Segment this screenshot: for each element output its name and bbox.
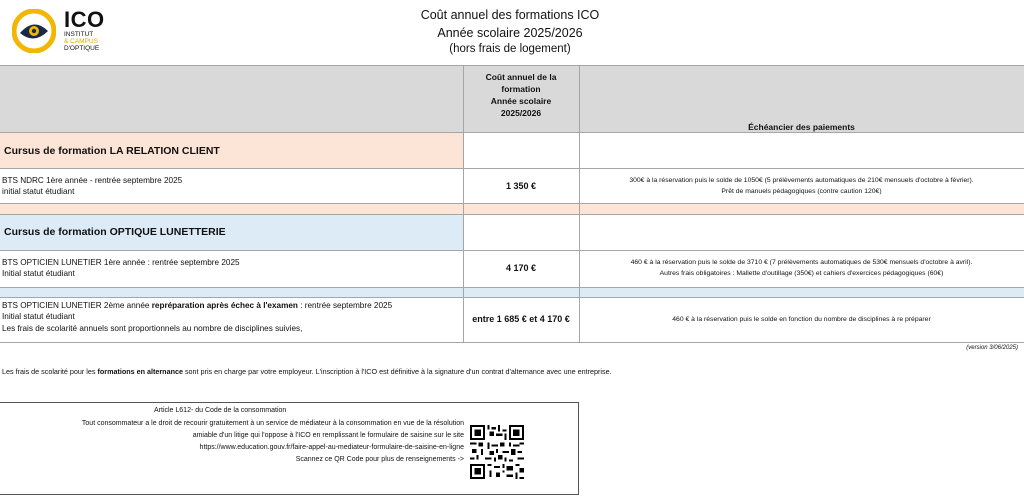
row-opticien-2-bold: repréparation après échec à l'examen [151, 301, 298, 310]
logo-line-2: & CAMPUS [64, 38, 98, 45]
spacer-bg-relation-client [0, 203, 1024, 214]
row-ndrc-line-1: BTS NDRC 1ère année - rentrée septembre 2025 [2, 176, 183, 185]
price-ndrc: 1 350 € [505, 181, 537, 191]
row-opticien-1-line-1: BTS OPTICIEN LUNETIER 1ère année : rentrée septembre 2025 [2, 258, 240, 267]
schedule-column-header: Échéancier des paiements [748, 122, 855, 132]
payment-ndrc-line-2: Prêt de manuels pédagogiques (contre caution 120€) [721, 188, 882, 195]
page-title: Coût annuel des formations ICO [420, 8, 600, 22]
payment-opticien-1-line-1: 460 € à la réservation puis le solde de 3710 € (7 prélèvements automatiques de 530€ mensuels d'octobre à avril). [630, 259, 973, 266]
payment-ndrc-line-1: 300€ à la réservation puis le solde de 1050€ (5 prélèvements automatiques de 210€ mensuels d'octobre à février). [629, 177, 974, 184]
cost-header-line-3: Année scolaire [490, 96, 552, 106]
price-opticien-1: 4 170 € [505, 263, 537, 273]
row-opticien-2-line-2: Initial statut étudiant [2, 312, 75, 321]
logo-name: ICO [64, 7, 105, 32]
article-line-3: https://www.education.gouv.fr/faire-appel-au-mediateur-formulaire-de-saisine-en-ligne [199, 444, 464, 451]
alternance-note [2, 366, 612, 377]
logo-line-3: D'OPTIQUE [64, 45, 100, 52]
qr-code-icon[interactable] [470, 425, 524, 479]
cost-header-line-4: 2025/2026 [500, 108, 542, 118]
article-title: Article L612- du Code de la consommation [154, 407, 287, 414]
alternance-post: sont pris en charge par votre employeur. L'inscription à l'ICO est définitive à la signature d'un contrat d'alternance avec une entreprise. [182, 367, 612, 376]
article-line-4: Scannez ce QR Code pour plus de renseignements -> [295, 456, 464, 463]
alternance-bold: formations en alternance [97, 367, 183, 376]
row-ndrc-line-2: initial statut étudiant [2, 187, 75, 196]
cost-header-line-2: formation [501, 84, 541, 94]
row-opticien-1-line-2: Initial statut étudiant [2, 269, 75, 278]
row-opticien-2-post: : rentrée septembre 2025 [297, 301, 393, 310]
price-opticien-2: entre 1 685 € et 4 170 € [472, 314, 570, 324]
section-title-optique: Cursus de formation OPTIQUE LUNETTERIE [4, 226, 226, 238]
spacer-bg-optique [0, 287, 1024, 297]
payment-opticien-1-line-2: Autres frais obligatoires : Mallette d'outillage (350€) et cahiers d'exercices pédagogiques (60€) [659, 270, 944, 277]
lodging-note: (hors frais de logement) [449, 43, 571, 55]
logo-line-1: INSTITUT [64, 31, 94, 38]
alternance-pre: Les frais de scolarité pour les [2, 367, 98, 376]
section-title-relation-client: Cursus de formation LA RELATION CLIENT [4, 145, 220, 157]
school-year: Année scolaire 2025/2026 [437, 26, 583, 40]
cost-column-header [463, 71, 579, 119]
row-opticien-2-line-3: Les frais de scolarité annuels sont proportionnels au nombre de disciplines suivies, [2, 324, 303, 333]
payment-opticien-2: 460 € à la réservation puis le solde en fonction du nombre de disciplines à re préparer [672, 316, 931, 323]
ico-logo-text [64, 9, 105, 52]
article-line-1: Tout consommateur a le droit de recourir gratuitement à un service de médiateur à la consommation en vue de la résolution [81, 420, 464, 427]
ico-logo-eye-icon [12, 9, 56, 53]
row-opticien-2-line-1 [2, 300, 392, 311]
version-label: (version 3/06/2025) [966, 345, 1018, 351]
article-line-2: amiable d'un litige qui l'oppose à l'ICO en remplissant le formulaire de saisine sur le site [192, 432, 464, 439]
row-opticien-2-pre: BTS OPTICIEN LUNETIER 2ème année [2, 301, 152, 310]
cost-header-line-1: Coût annuel de la [485, 72, 557, 82]
